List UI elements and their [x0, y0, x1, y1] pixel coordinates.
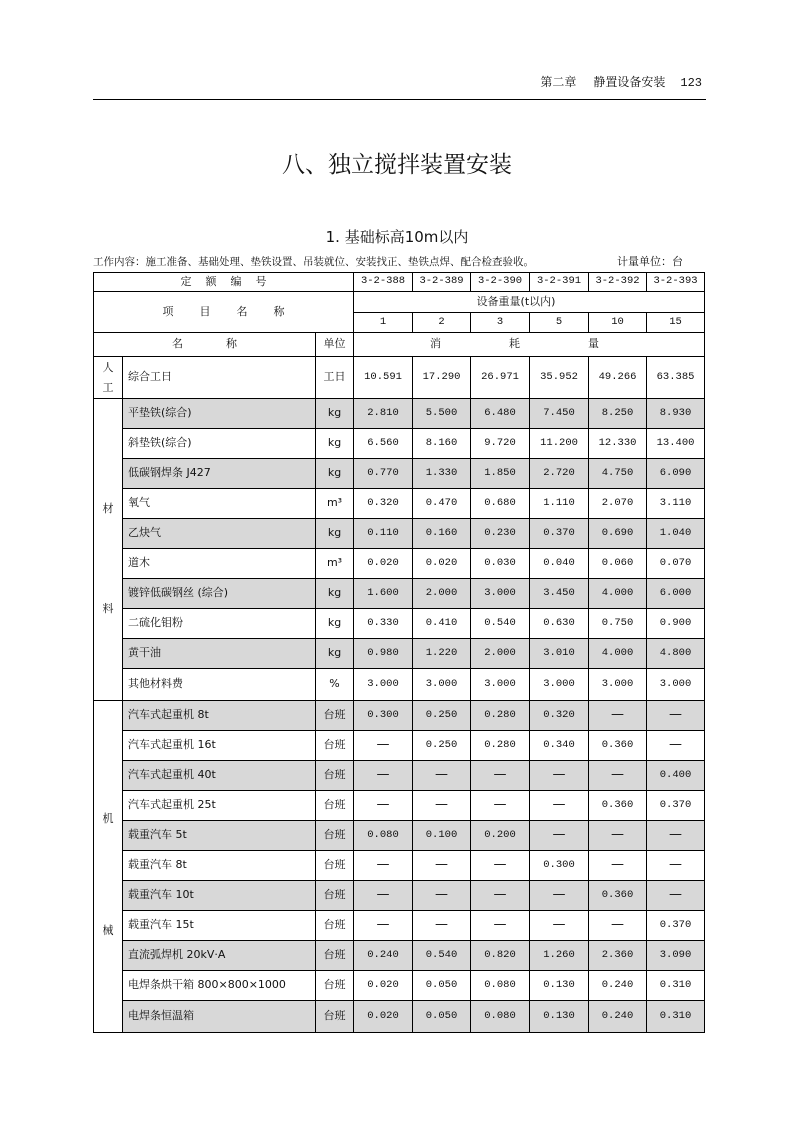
consumption-value: 0.360: [589, 731, 647, 761]
consumption-value: 0.070: [647, 549, 705, 579]
consumption-value: 0.900: [647, 609, 705, 639]
column-header-row: [94, 333, 705, 357]
consumption-value: 0.680: [471, 489, 530, 519]
consumption-value: 0.330: [354, 609, 413, 639]
consumption-value: 0.020: [354, 549, 413, 579]
item-unit: 台班: [316, 881, 354, 911]
consumption-value: 0.050: [413, 1001, 471, 1033]
consumption-value: 2.810: [354, 399, 413, 429]
item-name: 低碳钢焊条 J427: [123, 459, 316, 489]
consumption-value: 1.330: [413, 459, 471, 489]
table-row: [94, 399, 705, 429]
consumption-value: 10.591: [354, 357, 413, 399]
measure-unit: 台: [672, 255, 683, 268]
consumption-value: 0.240: [354, 941, 413, 971]
consumption-value: —: [413, 761, 471, 791]
consumption-value: 0.080: [471, 971, 530, 1001]
consumption-value: 0.130: [530, 971, 589, 1001]
consumption-value: 0.410: [413, 609, 471, 639]
consumption-value: 1.040: [647, 519, 705, 549]
item-name: 平垫铁(综合): [123, 399, 316, 429]
consumption-value: —: [471, 881, 530, 911]
quota-code: 3-2-389: [413, 273, 471, 292]
item-unit: 工日: [316, 357, 354, 399]
consumption-value: 7.450: [530, 399, 589, 429]
item-name: 氧气: [123, 489, 316, 519]
item-unit: kg: [316, 609, 354, 639]
table-row: [94, 579, 705, 609]
category-machinery: [94, 701, 123, 1033]
item-name: 汽车式起重机 40t: [123, 761, 316, 791]
item-unit: 台班: [316, 941, 354, 971]
consumption-value: 0.300: [354, 701, 413, 731]
consumption-value: 0.360: [589, 881, 647, 911]
item-name: 直流弧焊机 20kV·A: [123, 941, 316, 971]
consumption-value: 0.040: [530, 549, 589, 579]
consumption-value: 2.000: [413, 579, 471, 609]
consumption-value: 49.266: [589, 357, 647, 399]
consumption-value: 63.385: [647, 357, 705, 399]
consumption-value: 3.000: [413, 669, 471, 701]
weight-value: 1: [354, 313, 413, 333]
table-row: [94, 1001, 705, 1033]
table-row: [94, 701, 705, 731]
consumption-value: 3.090: [647, 941, 705, 971]
consumption-value: 1.600: [354, 579, 413, 609]
category-label: 材料: [102, 501, 114, 615]
consumption-value: 0.130: [530, 1001, 589, 1033]
consumption-value: 0.080: [354, 821, 413, 851]
consumption-value: 6.090: [647, 459, 705, 489]
quota-code-header: [94, 273, 354, 292]
consumption-value: 0.240: [589, 971, 647, 1001]
work-content-text: 施工准备、基础处理、垫铁设置、吊装就位、安装找正、垫铁点焊、配合检查验收。: [145, 256, 534, 268]
item-name: 镀锌低碳钢丝 (综合): [123, 579, 316, 609]
item-unit: kg: [316, 519, 354, 549]
table-row: [94, 609, 705, 639]
table-row: [94, 731, 705, 761]
category-label: 机械: [102, 811, 114, 937]
consumption-value: —: [413, 851, 471, 881]
item-name: 载重汽车 8t: [123, 851, 316, 881]
consumption-value: —: [530, 911, 589, 941]
consumption-value: —: [354, 791, 413, 821]
consumption-value: 0.280: [471, 731, 530, 761]
item-unit: 台班: [316, 701, 354, 731]
item-unit: kg: [316, 399, 354, 429]
consumption-value: 6.000: [647, 579, 705, 609]
consumption-value: 0.020: [354, 1001, 413, 1033]
item-unit: kg: [316, 639, 354, 669]
unit-column-header: 单位: [316, 333, 354, 357]
table-body: [94, 357, 705, 1033]
consumption-value: 1.220: [413, 639, 471, 669]
consumption-value: —: [413, 791, 471, 821]
table-row: [94, 911, 705, 941]
consumption-value: 0.280: [471, 701, 530, 731]
consumption-value: 0.310: [647, 971, 705, 1001]
consumption-value: —: [354, 911, 413, 941]
work-content-label: 工作内容：: [93, 256, 146, 268]
item-name: 其他材料费: [123, 669, 316, 701]
item-unit: 台班: [316, 821, 354, 851]
consumption-value: —: [647, 851, 705, 881]
consumption-value: —: [589, 821, 647, 851]
consumption-value: 13.400: [647, 429, 705, 459]
consumption-value: 0.820: [471, 941, 530, 971]
consumption-value: 8.250: [589, 399, 647, 429]
consumption-value: 2.000: [471, 639, 530, 669]
item-name: 综合工日: [123, 357, 316, 399]
consumption-value: 12.330: [589, 429, 647, 459]
consumption-value: 5.500: [413, 399, 471, 429]
consumption-value: —: [647, 881, 705, 911]
table-row: [94, 881, 705, 911]
quota-code: 3-2-388: [354, 273, 413, 292]
consumption-value: 0.020: [354, 971, 413, 1001]
consumption-value: 0.300: [530, 851, 589, 881]
page-number: 123: [680, 76, 702, 90]
table-row: [94, 821, 705, 851]
consumption-value: 1.850: [471, 459, 530, 489]
item-unit: 台班: [316, 971, 354, 1001]
item-unit: 台班: [316, 1001, 354, 1033]
item-unit: 台班: [316, 731, 354, 761]
item-name-header: [94, 292, 354, 333]
consumption-value: —: [589, 761, 647, 791]
consumption-value: 1.110: [530, 489, 589, 519]
consumption-value: 0.540: [471, 609, 530, 639]
weight-value: 3: [471, 313, 530, 333]
consumption-value: 3.000: [471, 579, 530, 609]
consumption-value: 0.160: [413, 519, 471, 549]
consumption-value: 3.110: [647, 489, 705, 519]
consumption-value: 0.250: [413, 701, 471, 731]
consumption-value: 0.540: [413, 941, 471, 971]
table-row: [94, 791, 705, 821]
item-name: 电焊条烘干箱 800×800×1000: [123, 971, 316, 1001]
item-unit: %: [316, 669, 354, 701]
consumption-value: 0.320: [530, 701, 589, 731]
quota-code: 3-2-390: [471, 273, 530, 292]
item-unit: kg: [316, 579, 354, 609]
quota-code: 3-2-393: [647, 273, 705, 292]
consumption-value: 2.360: [589, 941, 647, 971]
consumption-value: 0.240: [589, 1001, 647, 1033]
header-rule: [93, 99, 706, 100]
consumption-value: —: [647, 731, 705, 761]
item-name: 载重汽车 10t: [123, 881, 316, 911]
table-row: [94, 489, 705, 519]
consumption-value: 1.260: [530, 941, 589, 971]
item-unit: m³: [316, 489, 354, 519]
consumption-value: 9.720: [471, 429, 530, 459]
item-unit: 台班: [316, 791, 354, 821]
item-name: 汽车式起重机 25t: [123, 791, 316, 821]
table-row: [94, 549, 705, 579]
consumption-value: 0.370: [530, 519, 589, 549]
item-name: 载重汽车 5t: [123, 821, 316, 851]
consumption-value: 0.770: [354, 459, 413, 489]
consumption-value: 0.630: [530, 609, 589, 639]
consumption-value: 4.750: [589, 459, 647, 489]
quota-table: [93, 272, 705, 1033]
category-materials: [94, 399, 123, 701]
consumption-value: 0.340: [530, 731, 589, 761]
name-column-header: [94, 333, 316, 357]
consumption-value: 0.310: [647, 1001, 705, 1033]
table-row: [94, 669, 705, 701]
consumption-value: —: [589, 701, 647, 731]
consumption-value: —: [647, 701, 705, 731]
consumption-value: —: [589, 851, 647, 881]
consumption-value: 3.000: [589, 669, 647, 701]
consumption-value: 0.470: [413, 489, 471, 519]
consumption-value: 0.750: [589, 609, 647, 639]
consumption-value: —: [354, 761, 413, 791]
table-row: [94, 941, 705, 971]
item-name: 电焊条恒温箱: [123, 1001, 316, 1033]
consumption-value: 0.980: [354, 639, 413, 669]
measure-unit-label: 计量单位：: [617, 255, 672, 268]
consumption-value: 35.952: [530, 357, 589, 399]
consumption-value: 0.020: [413, 549, 471, 579]
chapter-label: 第二章: [540, 75, 577, 89]
consumption-value: —: [530, 791, 589, 821]
consumption-header: [354, 333, 705, 357]
table-row: [94, 971, 705, 1001]
name-column-label: 名称: [172, 337, 280, 351]
consumption-value: 4.000: [589, 639, 647, 669]
consumption-value: 6.560: [354, 429, 413, 459]
consumption-value: 0.060: [589, 549, 647, 579]
consumption-value: 3.010: [530, 639, 589, 669]
consumption-value: —: [471, 911, 530, 941]
consumption-value: 3.000: [647, 669, 705, 701]
consumption-value: 0.030: [471, 549, 530, 579]
consumption-value: 6.480: [471, 399, 530, 429]
consumption-value: —: [530, 881, 589, 911]
consumption-value: 0.370: [647, 911, 705, 941]
measure-unit-line: [617, 255, 683, 269]
item-unit: 台班: [316, 851, 354, 881]
consumption-value: 2.070: [589, 489, 647, 519]
consumption-label: 消耗量: [430, 337, 668, 351]
consumption-value: 26.971: [471, 357, 530, 399]
consumption-value: 8.930: [647, 399, 705, 429]
page-header: [540, 75, 702, 90]
table-row: [94, 459, 705, 489]
table-row: [94, 429, 705, 459]
quota-code: 3-2-392: [589, 273, 647, 292]
item-name-label: 项目名称: [162, 304, 311, 318]
consumption-value: 2.720: [530, 459, 589, 489]
table-row: [94, 761, 705, 791]
consumption-value: 4.000: [589, 579, 647, 609]
quota-code: 3-2-391: [530, 273, 589, 292]
work-content-line: [93, 255, 534, 269]
item-name: 道木: [123, 549, 316, 579]
consumption-value: —: [530, 761, 589, 791]
item-unit: 台班: [316, 911, 354, 941]
weight-value: 5: [530, 313, 589, 333]
category-labor: [94, 357, 123, 399]
consumption-value: 0.100: [413, 821, 471, 851]
consumption-value: —: [471, 851, 530, 881]
consumption-value: 3.450: [530, 579, 589, 609]
consumption-value: 17.290: [413, 357, 471, 399]
consumption-value: 0.400: [647, 761, 705, 791]
consumption-value: 0.690: [589, 519, 647, 549]
table-row: [94, 357, 705, 399]
consumption-value: —: [530, 821, 589, 851]
consumption-value: —: [471, 791, 530, 821]
item-name: 黄干油: [123, 639, 316, 669]
table-row: [94, 519, 705, 549]
consumption-value: —: [413, 911, 471, 941]
item-name: 载重汽车 15t: [123, 911, 316, 941]
consumption-value: 0.250: [413, 731, 471, 761]
item-unit: 台班: [316, 761, 354, 791]
consumption-value: 3.000: [354, 669, 413, 701]
weight-value: 15: [647, 313, 705, 333]
consumption-value: 11.200: [530, 429, 589, 459]
consumption-value: 8.160: [413, 429, 471, 459]
table-row: [94, 639, 705, 669]
consumption-value: 0.050: [413, 971, 471, 1001]
item-name: 汽车式起重机 16t: [123, 731, 316, 761]
consumption-value: 0.230: [471, 519, 530, 549]
weight-header-row: [94, 292, 705, 313]
consumption-value: 3.000: [530, 669, 589, 701]
consumption-value: 0.080: [471, 1001, 530, 1033]
consumption-value: 0.320: [354, 489, 413, 519]
consumption-value: 4.800: [647, 639, 705, 669]
weight-value: 2: [413, 313, 471, 333]
category-label: 人工: [102, 360, 114, 394]
weight-value: 10: [589, 313, 647, 333]
item-name: 乙炔气: [123, 519, 316, 549]
item-name: 斜垫铁(综合): [123, 429, 316, 459]
consumption-value: —: [354, 881, 413, 911]
item-unit: m³: [316, 549, 354, 579]
item-name: 汽车式起重机 8t: [123, 701, 316, 731]
table-row: [94, 851, 705, 881]
section-subtitle: 1. 基础标高10m以内: [325, 228, 469, 246]
consumption-value: —: [413, 881, 471, 911]
quota-code-row: [94, 273, 705, 292]
page-title: 八、独立搅拌装置安装: [282, 152, 512, 178]
item-name: 二硫化钼粉: [123, 609, 316, 639]
consumption-value: 0.110: [354, 519, 413, 549]
weight-label: 设备重量(t以内): [354, 292, 705, 313]
consumption-value: —: [354, 851, 413, 881]
consumption-value: —: [354, 731, 413, 761]
consumption-value: 0.370: [647, 791, 705, 821]
consumption-value: —: [589, 911, 647, 941]
item-unit: kg: [316, 429, 354, 459]
section-label: 静置设备安装: [593, 75, 666, 89]
consumption-value: 0.200: [471, 821, 530, 851]
consumption-value: —: [471, 761, 530, 791]
consumption-value: —: [647, 821, 705, 851]
item-unit: kg: [316, 459, 354, 489]
consumption-value: 3.000: [471, 669, 530, 701]
quota-code-label: 定额编号: [180, 274, 281, 288]
consumption-value: 0.360: [589, 791, 647, 821]
